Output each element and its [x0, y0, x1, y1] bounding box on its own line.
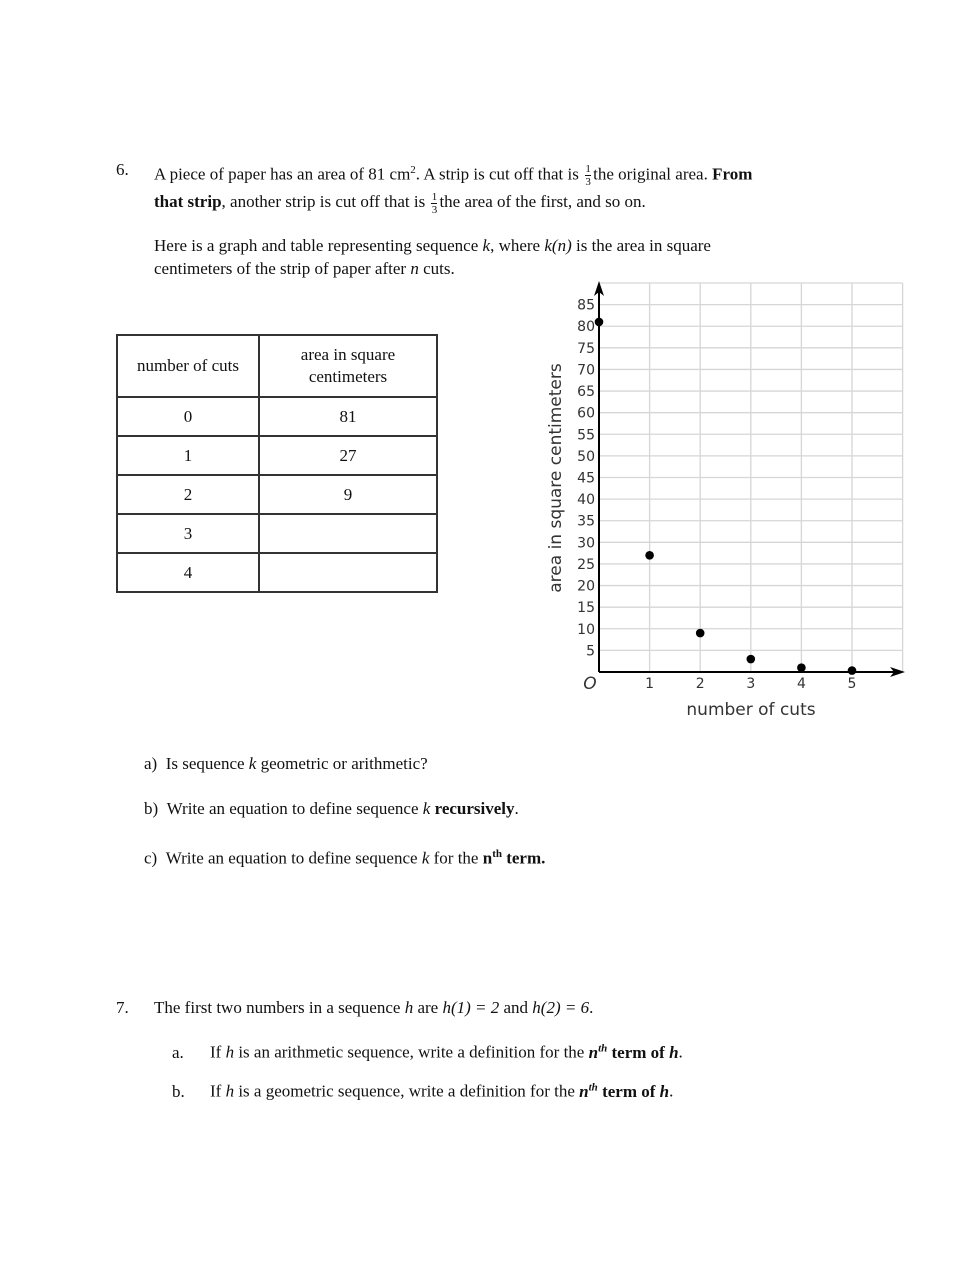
y-tick-label: 15: [577, 600, 595, 617]
h-of-2: h(2) = 6: [532, 998, 590, 1017]
y-tick-label: 45: [577, 470, 595, 487]
variable-k: k: [482, 236, 491, 255]
cell-cuts: 3: [117, 514, 259, 553]
cell-area-blank: [259, 553, 437, 592]
q6-text: A piece of paper has an area of 81 cm: [154, 164, 411, 184]
y-axis-label: area in square centimeters: [546, 363, 566, 593]
x-tick-labels: [645, 676, 856, 692]
function-k-of-n: k(n): [544, 236, 572, 255]
data-point: [595, 318, 604, 327]
y-tick-label: 55: [577, 427, 595, 444]
data-point: [747, 655, 756, 664]
y-tick-labels: [577, 298, 595, 660]
question-7-number: 7.: [116, 998, 129, 1017]
y-tick-label: 30: [577, 535, 595, 552]
one-third-fraction: $\frac{1}{3}$: [431, 190, 438, 216]
y-tick-label: 35: [577, 513, 595, 530]
question-6-paragraph-2-line-2: centimeters of the strip of paper after n cuts.: [154, 259, 455, 278]
cell-area: 9: [259, 475, 437, 514]
y-tick-label: 5: [586, 643, 595, 660]
area-scatter-chart: [530, 270, 920, 730]
sub-question-label: b): [144, 799, 159, 818]
q6-text: , another strip is cut off that is: [221, 192, 426, 211]
y-tick-label: 60: [577, 405, 595, 422]
one-third-fraction: $\frac{1}{3}$: [585, 163, 591, 189]
question-6-paragraph-2: Here is a graph and table representing sequence k, where k(n) is the area in square: [154, 236, 711, 255]
data-point: [797, 663, 806, 672]
table-row: [117, 475, 437, 514]
cell-area: 81: [259, 397, 437, 436]
x-tick-label: 5: [847, 676, 857, 692]
y-tick-label: 20: [577, 578, 595, 595]
x-tick-label: 1: [645, 676, 655, 692]
question-7-stem: The first two numbers in a sequence h are h(1) = 2 and h(2) = 6.: [154, 998, 594, 1017]
data-point: [645, 551, 654, 560]
y-tick-label: 50: [577, 448, 595, 465]
squared-superscript: 2: [410, 164, 416, 176]
data-point: [848, 666, 857, 675]
q6-bold-text: From: [712, 164, 753, 184]
variable-n: n: [410, 259, 419, 278]
y-tick-label: 40: [577, 492, 595, 509]
question-6b: b) Write an equation to define sequence k recursively.: [144, 799, 519, 818]
x-axis-label: number of cuts: [686, 700, 816, 720]
question-7a: a. If h is an arithmetic sequence, write a definition for the $n^{th}$ term of h.: [172, 1042, 683, 1062]
x-tick-label: 4: [796, 676, 806, 692]
x-tick-label: 3: [746, 676, 756, 692]
y-tick-label: 25: [577, 556, 595, 573]
cell-cuts: 2: [117, 475, 259, 514]
chart-grid: [599, 283, 903, 672]
table-row: [117, 436, 437, 475]
h-of-1: h(1) = 2: [442, 998, 500, 1017]
question-6c: c) Write an equation to define sequence k for the $n^{th}$ term.: [144, 848, 546, 868]
cell-cuts: 1: [117, 436, 259, 475]
table-header-row: [117, 335, 437, 397]
cell-area-blank: [259, 514, 437, 553]
sub-question-label: b.: [172, 1081, 185, 1101]
sequence-table: [116, 334, 438, 593]
question-6-line-1: [154, 159, 752, 187]
table-row: [117, 514, 437, 553]
data-points: [595, 318, 857, 675]
sub-question-label: a): [144, 754, 158, 773]
y-tick-label: 70: [577, 362, 595, 379]
table-row: [117, 397, 437, 436]
y-tick-label: 65: [577, 384, 595, 401]
sub-question-label: c): [144, 848, 158, 868]
q6-text: the original area.: [593, 164, 708, 184]
question-7b: b. If h is a geometric sequence, write a definition for the $n^{th}$ term of h.: [172, 1081, 674, 1101]
header-number-of-cuts: number of cuts: [117, 335, 259, 397]
cell-area: 27: [259, 436, 437, 475]
question-6a: a) Is sequence k geometric or arithmetic?: [144, 754, 428, 773]
header-area: area in square centimeters: [259, 335, 437, 397]
y-tick-label: 85: [577, 297, 595, 314]
sub-question-label: a.: [172, 1042, 184, 1062]
q6-text: the area of the first, and so on.: [439, 192, 646, 211]
question-6-number: 6.: [116, 160, 129, 179]
table-row: [117, 553, 437, 592]
y-tick-label: 80: [577, 319, 595, 336]
cell-cuts: 4: [117, 553, 259, 592]
data-point: [696, 629, 705, 638]
q6-bold-text: that strip: [154, 192, 222, 211]
q6-text: . A strip is cut off that is: [415, 164, 579, 184]
x-tick-label: 2: [695, 676, 705, 692]
y-tick-label: 10: [577, 621, 595, 638]
chart-axes: [594, 281, 905, 677]
y-tick-label: 75: [577, 340, 595, 357]
question-6-line-2: [154, 191, 646, 215]
cell-cuts: 0: [117, 397, 259, 436]
origin-label: O: [583, 674, 597, 694]
